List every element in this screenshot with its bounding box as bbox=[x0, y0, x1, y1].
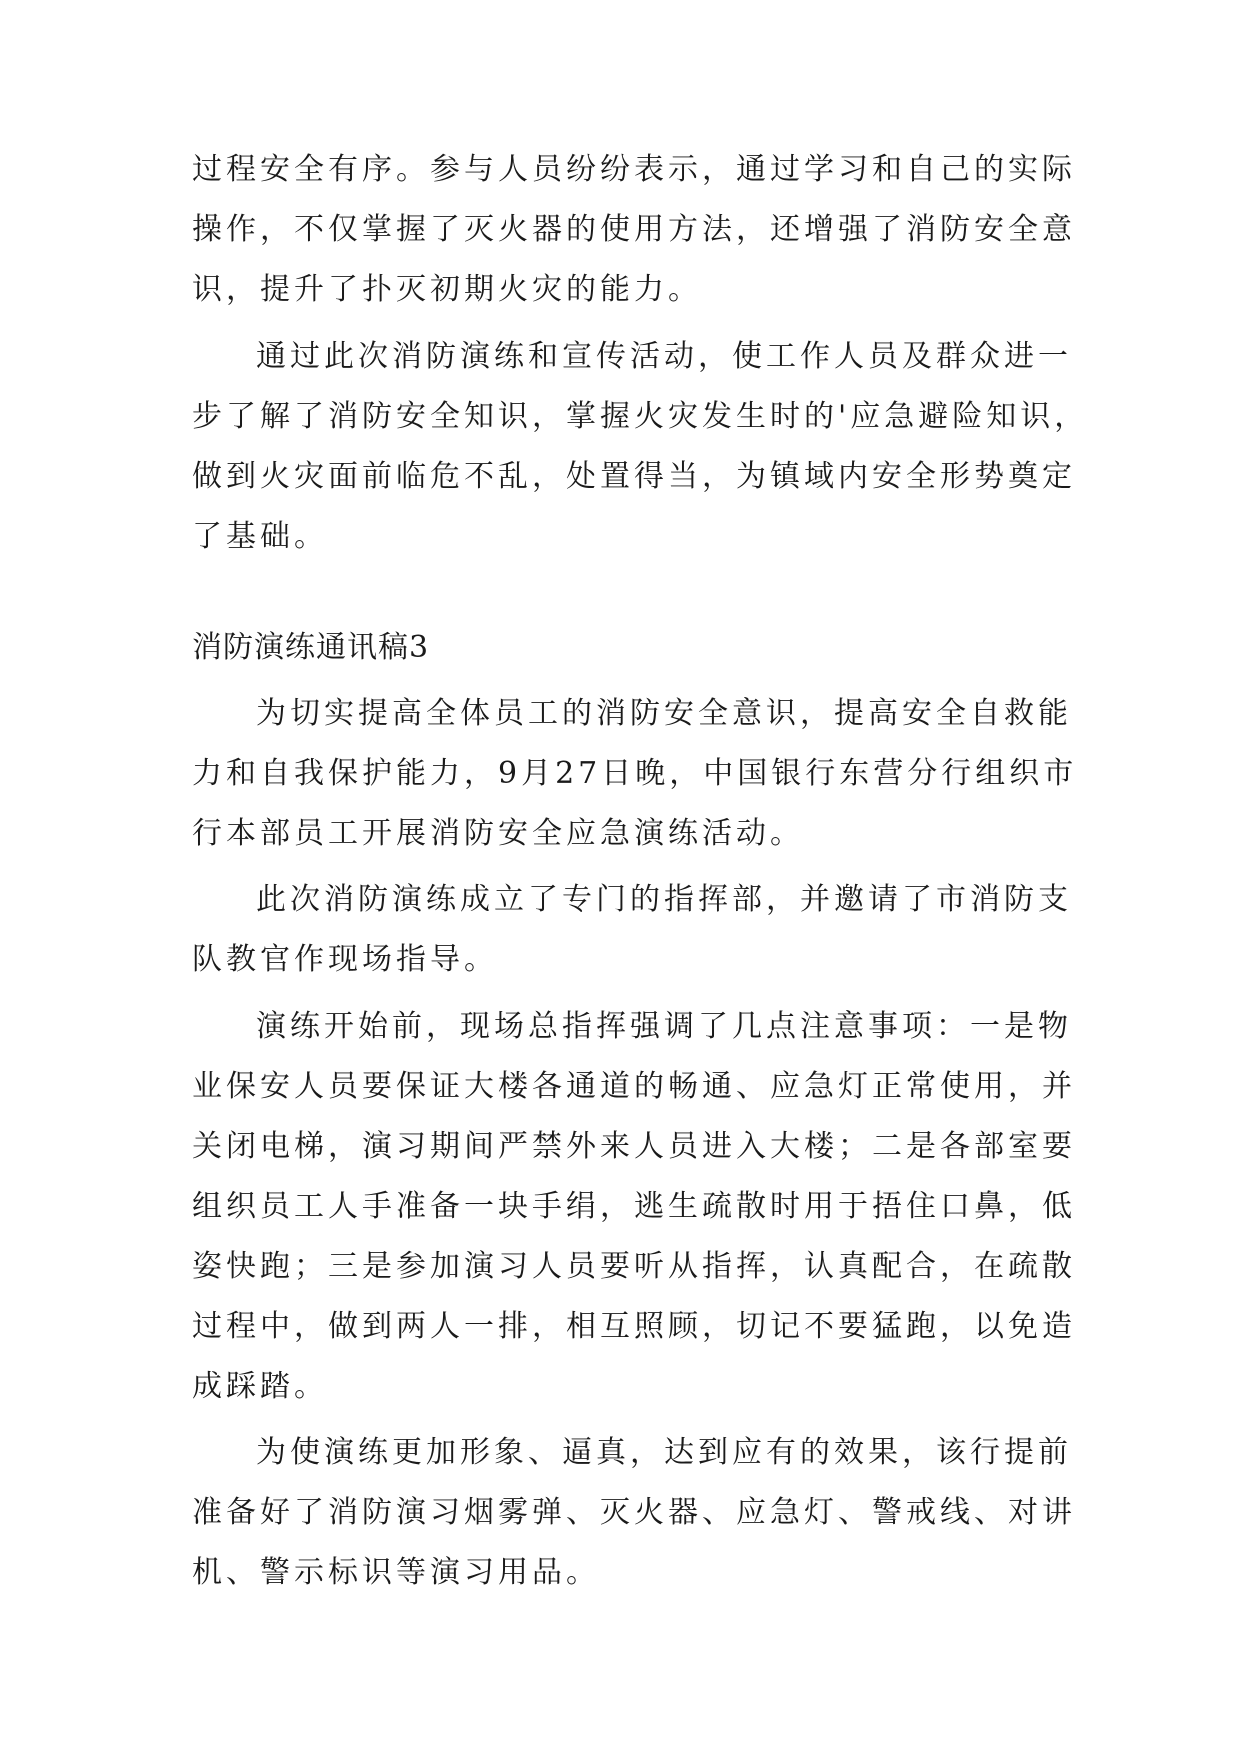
paragraph-line: 力和自我保护能力，9月27日晚，中国银行东营分行组织市 bbox=[192, 756, 1078, 791]
paragraph-line: 操作，不仅掌握了灭火器的使用方法，还增强了消防安全意 bbox=[192, 212, 1076, 247]
paragraph-line: 机、警示标识等演习用品。 bbox=[192, 1555, 600, 1590]
paragraph-line: 过程安全有序。参与人员纷纷表示，通过学习和自己的实际 bbox=[192, 152, 1076, 187]
paragraph-line: 演练开始前，现场总指挥强调了几点注意事项：一是物 bbox=[256, 1009, 1072, 1044]
section-heading: 消防演练通讯稿3 bbox=[192, 630, 430, 665]
paragraph-line: 业保安人员要保证大楼各通道的畅通、应急灯正常使用，并 bbox=[192, 1069, 1076, 1104]
paragraph-line: 队教官作现场指导。 bbox=[192, 942, 498, 977]
paragraph-line: 过程中，做到两人一排，相互照顾，切记不要猛跑，以免造 bbox=[192, 1309, 1076, 1344]
paragraph-line: 为切实提高全体员工的消防安全意识，提高安全自救能 bbox=[256, 696, 1072, 731]
paragraph-line: 此次消防演练成立了专门的指挥部，并邀请了市消防支 bbox=[256, 882, 1072, 917]
paragraph-line: 步了解了消防安全知识，掌握火灾发生时的'应急避险知识， bbox=[192, 399, 1089, 434]
paragraph-line: 通过此次消防演练和宣传活动，使工作人员及群众进一 bbox=[256, 339, 1072, 374]
paragraph-line: 关闭电梯，演习期间严禁外来人员进入大楼；二是各部室要 bbox=[192, 1129, 1076, 1164]
paragraph-line: 行本部员工开展消防安全应急演练活动。 bbox=[192, 816, 804, 851]
paragraph-line: 识，提升了扑灭初期火灾的能力。 bbox=[192, 272, 702, 307]
paragraph-line: 组织员工人手准备一块手绢，逃生疏散时用于捂住口鼻，低 bbox=[192, 1189, 1076, 1224]
paragraph-line: 姿快跑；三是参加演习人员要听从指挥，认真配合，在疏散 bbox=[192, 1249, 1076, 1284]
paragraph-line: 为使演练更加形象、逼真，达到应有的效果，该行提前 bbox=[256, 1435, 1072, 1470]
paragraph-line: 准备好了消防演习烟雾弹、灭火器、应急灯、警戒线、对讲 bbox=[192, 1495, 1076, 1530]
paragraph-line: 了基础。 bbox=[192, 519, 328, 554]
paragraph-line: 做到火灾面前临危不乱，处置得当，为镇域内安全形势奠定 bbox=[192, 459, 1076, 494]
paragraph-line: 成踩踏。 bbox=[192, 1369, 328, 1404]
